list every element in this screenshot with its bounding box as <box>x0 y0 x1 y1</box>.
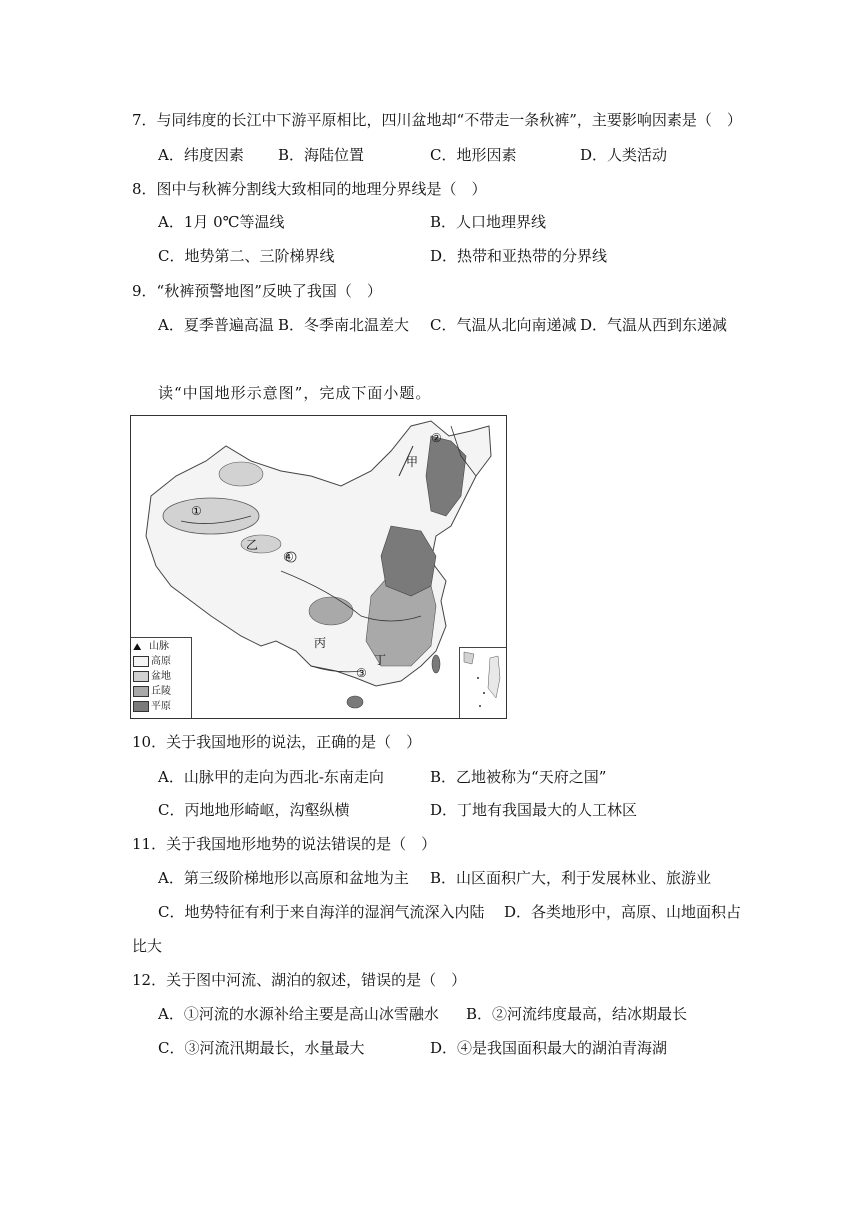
q9-stem: 9．“秋裤预警地图”反映了我国（ ） <box>132 282 382 300</box>
plateau-swatch <box>133 656 149 667</box>
q10-option-b: B．乙地被称为“天府之国” <box>430 768 607 786</box>
mountain-symbol-icon: ⛰ <box>133 642 142 653</box>
q11-option-d-continued: 比大 <box>132 937 163 955</box>
legend-basin: 盆地 <box>133 671 171 685</box>
junggar-basin <box>219 462 263 486</box>
q8-option-c: C．地势第二、三阶梯界线 <box>158 247 335 265</box>
q8-stem: 8．图中与秋裤分割线大致相同的地理分界线是（ ） <box>132 180 487 198</box>
legend-plateau: 高原 <box>133 656 171 670</box>
label-2: ② <box>431 431 442 445</box>
q11-option-b: B．山区面积广大，利于发展林业、旅游业 <box>430 869 712 887</box>
legend-plain: 平原 <box>133 701 171 715</box>
q10-option-c: C．丙地地形崎岖，沟壑纵横 <box>158 801 350 819</box>
south-china-sea-inset <box>459 647 506 718</box>
q10-stem: 10．关于我国地形的说法，正确的是（ ） <box>132 733 422 751</box>
q8-option-b: B．人口地理界线 <box>430 213 547 231</box>
inset-illustration <box>460 648 506 718</box>
q9-option-b: B．冬季南北温差大 <box>278 316 410 334</box>
q12-option-b: B．②河流纬度最高，结冰期最长 <box>466 1005 688 1023</box>
q12-option-a: A．①河流的水源补给主要是高山冰雪融水 <box>158 1005 439 1023</box>
sichuan-basin <box>309 597 353 625</box>
label-yi: 乙 <box>246 538 259 552</box>
q8-option-d: D．热带和亚热带的分界线 <box>430 247 608 265</box>
q11-option-d: D．各类地形中，高原、山地面积占 <box>504 903 742 921</box>
q7-stem: 7．与同纬度的长江中下游平原相比，四川盆地却“不带走一条秋裤”，主要影响因素是（ ） <box>132 111 742 129</box>
q7-option-a: A．纬度因素 <box>158 146 244 164</box>
q9-option-d: D．气温从西到东递减 <box>580 316 728 334</box>
label-ding: 丁 <box>374 653 387 667</box>
map-legend <box>131 637 192 718</box>
plain-swatch <box>133 701 149 712</box>
q10-option-a: A．山脉甲的走向为西北-东南走向 <box>158 768 384 786</box>
q9-option-c: C．气温从北向南递减 <box>430 316 577 334</box>
label-3: ③ <box>356 666 367 680</box>
label-jia: 甲 <box>406 455 419 469</box>
legend-hills: 丘陵 <box>133 686 171 700</box>
q8-option-a: A．1月 0℃等温线 <box>158 213 285 231</box>
label-4: ④ <box>283 550 294 564</box>
q7-option-d: D．人类活动 <box>580 146 668 164</box>
map-intro: 读“中国地形示意图”，完成下面小题。 <box>158 384 432 402</box>
taiwan-island <box>432 655 440 673</box>
label-bing: 丙 <box>314 636 327 650</box>
basin-swatch <box>133 671 149 682</box>
label-1: ① <box>191 504 202 518</box>
q11-option-c: C．地势特征有利于来自海洋的湿润气流深入内陆 <box>158 903 485 921</box>
hills-swatch <box>133 686 149 697</box>
q12-option-c: C．③河流汛期最长，水量最大 <box>158 1039 365 1057</box>
q11-option-a: A．第三级阶梯地形以高原和盆地为主 <box>158 869 409 887</box>
hainan-island <box>347 696 363 708</box>
china-terrain-map <box>130 415 507 719</box>
tarim-basin <box>163 498 259 534</box>
q11-stem: 11．关于我国地形地势的说法错误的是（ ） <box>132 835 437 853</box>
legend-mountain: ⛰ 山脉 <box>133 641 169 653</box>
q10-option-d: D．丁地有我国最大的人工林区 <box>430 801 638 819</box>
q9-option-a: A．夏季普遍高温 <box>158 316 274 334</box>
q7-option-c: C．地形因素 <box>430 146 517 164</box>
q7-option-b: B．海陆位置 <box>278 146 365 164</box>
q12-option-d: D．④是我国面积最大的湖泊青海湖 <box>430 1039 668 1057</box>
q12-stem: 12．关于图中河流、湖泊的叙述，错误的是（ ） <box>132 971 467 989</box>
